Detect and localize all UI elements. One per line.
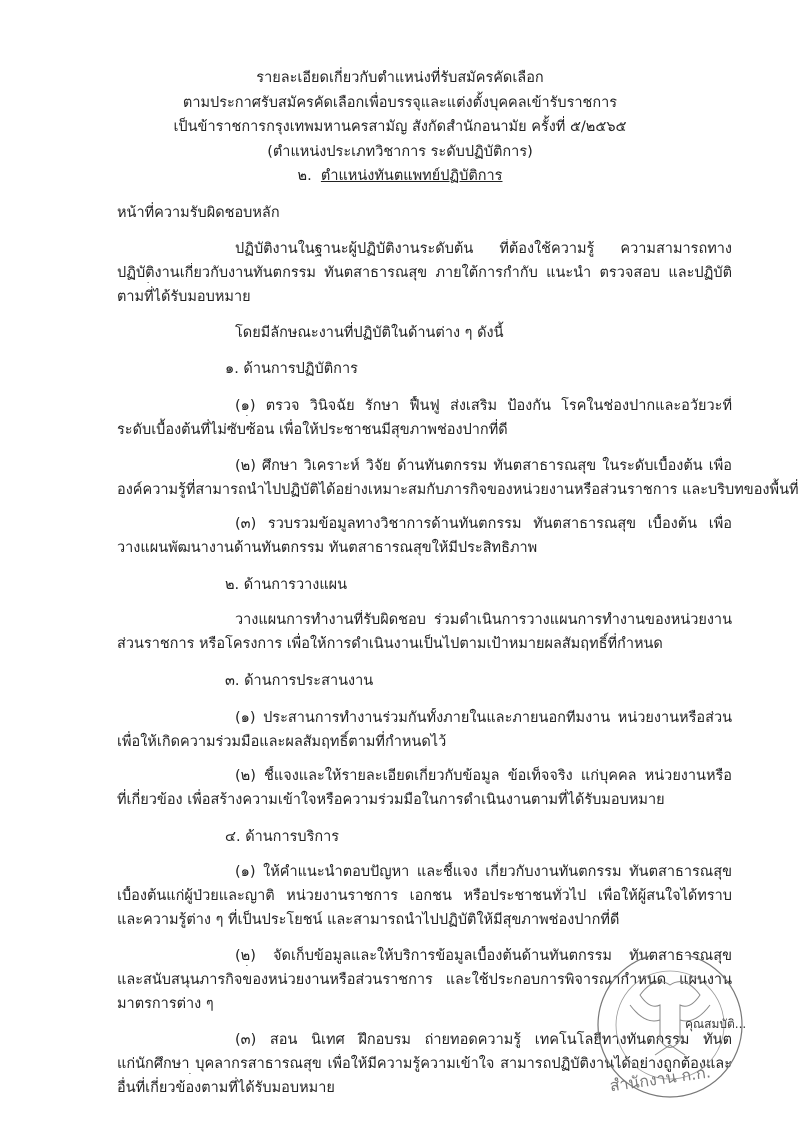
paragraph-line: (๒) ชี้แจงและให้รายละเอียดเกี่ยวกับข้อมูล ข้อเท็จจริง แก่บุคคล หน่วยงานหรือ	[235, 768, 732, 784]
duties-heading: หน้าที่ความรับผิดชอบหลัก	[117, 205, 280, 221]
paragraph-line: มาตรการต่าง ๆ	[117, 996, 214, 1012]
official-seal-stamp	[585, 955, 755, 1125]
paragraph-line: (๓) รวบรวมข้อมูลทางวิชาการด้านทันตกรรม ทันตสาธารณสุข เบื้องต้น เพื่อ	[235, 516, 732, 532]
paragraph-line: และความรู้ต่าง ๆ ที่เป็นประโยชน์ และสามารถนำไปปฏิบัติให้มีสุขภาพช่องปากที่ดี	[117, 912, 620, 928]
garuda-seal-icon	[585, 955, 755, 1125]
paragraph-line: (๑) ตรวจ วินิจฉัย รักษา ฟื้นฟู ส่งเสริม ป้องกัน โรคในช่องปากและอวัยวะที่	[235, 398, 732, 414]
position-number: ๒.	[297, 168, 312, 184]
paragraph-line: (๒) จัดเก็บข้อมูลและให้บริการข้อมูลเบื้องต้นด้านทันตกรรม ทันตสาธารณสุข	[235, 948, 732, 964]
section-heading: ๑. ด้านการปฏิบัติการ	[225, 361, 358, 377]
section-heading: ๒. ด้านการวางแผน	[225, 577, 348, 593]
stamp-ring-text: สำนักงาน ก.ก.	[608, 1062, 712, 1096]
paragraph-line: อื่นที่เกี่ยวข้องตามที่ได้รับมอบหมาย	[117, 1080, 335, 1096]
paragraph-line: ส่วนราชการ หรือโครงการ เพื่อให้การดำเนินงานเป็นไปตามเป้าหมายผลสัมฤทธิ์ที่กำหนด	[117, 636, 663, 652]
title-line-1: รายละเอียดเกี่ยวกับตำแหน่งที่รับสมัครคัดเลือก	[256, 70, 544, 86]
paragraph-line: ระดับเบื้องต้นที่ไม่ซับซ้อน เพื่อให้ประชาชนมีสุขภาพช่องปากที่ดี	[117, 422, 508, 438]
paragraph-line: วางแผนการทำงานที่รับผิดชอบ ร่วมดำเนินการวางแผนการทำงานของหน่วยงาน	[235, 612, 732, 628]
paragraph-line: ปฏิบัติงานเกี่ยวกับงานทันตกรรม ทันตสาธารณสุข ภายใต้การกำกับ แนะนำ ตรวจสอบ และปฏิบัติ	[117, 265, 732, 281]
stamp-signature: คุณสมบัติ...	[685, 1017, 747, 1031]
paragraph-line: ที่เกี่ยวข้อง เพื่อสร้างความเข้าใจหรือความร่วมมือในการดำเนินงานตามที่ได้รับมอบหมาย	[117, 792, 665, 808]
position-title	[0, 166, 800, 186]
title-line-4: (ตำแหน่งประเภทวิชาการ ระดับปฏิบัติการ)	[267, 144, 533, 160]
paragraph-line: ปฏิบัติงานในฐานะผู้ปฏิบัติงานระดับต้น ที่ต้องใช้ความรู้ ความสามารถทาง	[235, 241, 732, 257]
paragraph-line: ตามที่ได้รับมอบหมาย	[117, 289, 251, 305]
paragraph-line: (๑) ให้คำแนะนำตอบปัญหา และชี้แจง เกี่ยวกับงานทันตกรรม ทันตสาธารณสุข	[235, 864, 732, 880]
section-heading: ๓. ด้านการประสานงาน	[225, 673, 374, 689]
position-name: ตำแหน่งทันตแพทย์ปฏิบัติการ	[320, 168, 503, 184]
section-heading: ๔. ด้านการบริการ	[225, 829, 340, 845]
paragraph-line: เบื้องต้นแก่ผู้ป่วยและญาติ หน่วยงานราชการ เอกชน หรือประชาชนทั่วไป เพื่อให้ผู้สนใจได้ทราบ	[117, 888, 732, 904]
paragraph-line: (๓) สอน นิเทศ ฝึกอบรม ถ่ายทอดความรู้ เทคโนโลยีทางทันตกรรม ทันต	[235, 1032, 732, 1048]
lead-sentence: โดยมีลักษณะงานที่ปฏิบัติในด้านต่าง ๆ ดังนี้	[235, 325, 504, 341]
paragraph-line: องค์ความรู้ที่สามารถนำไปปฏิบัติได้อย่างเหมาะสมกับภารกิจของหน่วยงานหรือส่วนราชการ และบริบทของพื้นที่	[117, 482, 799, 498]
title-line-2: ตามประกาศรับสมัครคัดเลือกเพื่อบรรจุและแต่งตั้งบุคคลเข้ารับราชการ	[182, 95, 618, 111]
paragraph-line: เพื่อให้เกิดความร่วมมือและผลสัมฤทธิ์ตามที่กำหนดไว้	[117, 734, 447, 750]
paragraph-line: แก่นักศึกษา บุคลากรสาธารณสุข เพื่อให้มีความรู้ความเข้าใจ สามารถปฏิบัติงานได้อย่างถูกต้องและ	[117, 1056, 732, 1072]
title-line-3: เป็นข้าราชการกรุงเทพมหานครสามัญ สังกัดสำนักอนามัย ครั้งที่ ๕/๒๕๖๕	[173, 119, 627, 135]
paragraph-line: และสนับสนุนภารกิจของหน่วยงานหรือส่วนราชการ และใช้ประกอบการพิจารณากำหนด แผนงาน	[117, 972, 732, 988]
paragraph-line: (๑) ประสานการทำงานร่วมกันทั้งภายในและภายนอกทีมงาน หน่วยงานหรือส่วน	[235, 710, 732, 726]
paragraph-line: วางแผนพัฒนางานด้านทันตกรรม ทันตสาธารณสุขให้มีประสิทธิภาพ	[117, 540, 538, 556]
paragraph-line: (๒) ศึกษา วิเคราะห์ วิจัย ด้านทันตกรรม ทันตสาธารณสุข ในระดับเบื้องต้น เพื่อ	[235, 458, 732, 474]
